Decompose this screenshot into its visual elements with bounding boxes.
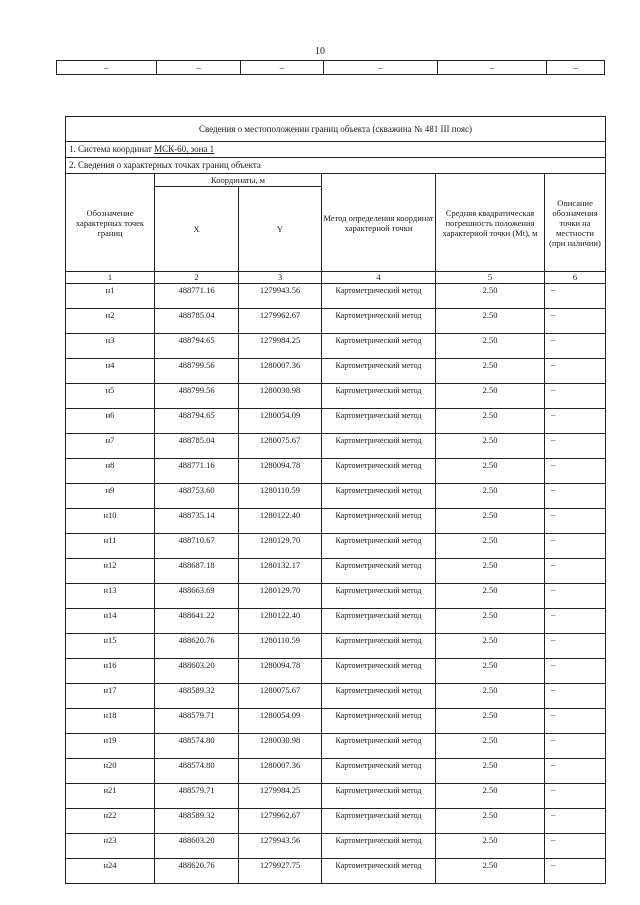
determination-method: Картометрический метод — [322, 409, 436, 434]
point-id: н21 — [66, 784, 155, 809]
table-row — [66, 859, 606, 884]
coordinate-x: 488579.71 — [155, 709, 239, 734]
determination-method: Картометрический метод — [322, 334, 436, 359]
point-description: – — [545, 534, 606, 559]
mean-square-error: 2.50 — [436, 459, 545, 484]
point-description: – — [545, 784, 606, 809]
mean-square-error: 2.50 — [436, 384, 545, 409]
header-coordinates: Координаты, м — [155, 174, 322, 187]
point-id: н22 — [66, 809, 155, 834]
table-cell: – — [438, 61, 547, 75]
coordinate-y: 1280075.67 — [239, 434, 322, 459]
point-id: н4 — [66, 359, 155, 384]
coordinate-x: 488771.16 — [155, 459, 239, 484]
point-description: – — [545, 509, 606, 534]
coordinate-x: 488603.20 — [155, 659, 239, 684]
determination-method: Картометрический метод — [322, 809, 436, 834]
point-id: н3 — [66, 334, 155, 359]
coordinate-y: 1280094.78 — [239, 659, 322, 684]
table-row — [66, 434, 606, 459]
header-x: X — [155, 187, 239, 272]
determination-method: Картометрический метод — [322, 859, 436, 884]
point-description: – — [545, 609, 606, 634]
determination-method: Картометрический метод — [322, 384, 436, 409]
table-row — [66, 384, 606, 409]
coordinate-x: 488589.32 — [155, 684, 239, 709]
mean-square-error: 2.50 — [436, 484, 545, 509]
coordinate-x: 488735.14 — [155, 509, 239, 534]
point-id: н24 — [66, 859, 155, 884]
table-row — [66, 759, 606, 784]
determination-method: Картометрический метод — [322, 659, 436, 684]
table-row — [66, 659, 606, 684]
coordinate-y: 1280129.70 — [239, 534, 322, 559]
table-row — [66, 634, 606, 659]
table-row — [66, 409, 606, 434]
point-description: – — [545, 684, 606, 709]
point-id: н16 — [66, 659, 155, 684]
coordinate-x: 488574.80 — [155, 759, 239, 784]
point-id: н11 — [66, 534, 155, 559]
point-id: н20 — [66, 759, 155, 784]
coordinate-y: 1280075.67 — [239, 684, 322, 709]
coordinate-y: 1280054.09 — [239, 409, 322, 434]
coordinate-x: 488753.60 — [155, 484, 239, 509]
mean-square-error: 2.50 — [436, 409, 545, 434]
coordinate-y: 1280007.36 — [239, 759, 322, 784]
point-description: – — [545, 484, 606, 509]
point-id: н10 — [66, 509, 155, 534]
determination-method: Картометрический метод — [322, 559, 436, 584]
mean-square-error: 2.50 — [436, 509, 545, 534]
page-number: 10 — [315, 46, 325, 57]
point-id: н19 — [66, 734, 155, 759]
determination-method: Картометрический метод — [322, 284, 436, 309]
point-id: н1 — [66, 284, 155, 309]
coordinate-system-label: 1. Система координат — [69, 144, 155, 154]
table-cell: – — [157, 61, 241, 75]
table-row — [66, 609, 606, 634]
coordinate-x: 488641.22 — [155, 609, 239, 634]
mean-square-error: 2.50 — [436, 284, 545, 309]
coordinate-y: 1280030.98 — [239, 384, 322, 409]
coordinate-x: 488579.71 — [155, 784, 239, 809]
determination-method: Картометрический метод — [322, 684, 436, 709]
point-description: – — [545, 759, 606, 784]
point-id: н23 — [66, 834, 155, 859]
point-description: – — [545, 434, 606, 459]
point-id: н7 — [66, 434, 155, 459]
point-description: – — [545, 809, 606, 834]
table-row — [66, 734, 606, 759]
mean-square-error: 2.50 — [436, 809, 545, 834]
coordinate-x: 488574.80 — [155, 734, 239, 759]
point-description: – — [545, 584, 606, 609]
point-description: – — [545, 409, 606, 434]
coordinate-y: 1279943.56 — [239, 834, 322, 859]
point-description: – — [545, 559, 606, 584]
table-row — [66, 809, 606, 834]
determination-method: Картометрический метод — [322, 834, 436, 859]
determination-method: Картометрический метод — [322, 459, 436, 484]
table-row — [66, 309, 606, 334]
coordinate-x: 488710.67 — [155, 534, 239, 559]
column-number: 6 — [545, 272, 606, 284]
determination-method: Картометрический метод — [322, 309, 436, 334]
determination-method: Картометрический метод — [322, 734, 436, 759]
mean-square-error: 2.50 — [436, 309, 545, 334]
coordinate-x: 488663.69 — [155, 584, 239, 609]
coordinate-y: 1279962.67 — [239, 809, 322, 834]
table-cell: – — [57, 61, 157, 75]
header-method: Метод определения координат характерной точки — [322, 174, 436, 272]
column-number: 3 — [239, 272, 322, 284]
table-row — [66, 484, 606, 509]
mean-square-error: 2.50 — [436, 759, 545, 784]
table-row — [66, 684, 606, 709]
mean-square-error: 2.50 — [436, 709, 545, 734]
mean-square-error: 2.50 — [436, 359, 545, 384]
coordinate-y: 1280122.40 — [239, 509, 322, 534]
coordinate-x: 488794.65 — [155, 334, 239, 359]
coordinate-x: 488794.65 — [155, 409, 239, 434]
determination-method: Картометрический метод — [322, 484, 436, 509]
coordinate-x: 488785.04 — [155, 309, 239, 334]
table-row — [66, 284, 606, 309]
point-description: – — [545, 634, 606, 659]
table-cell: – — [547, 61, 605, 75]
determination-method: Картометрический метод — [322, 759, 436, 784]
table-row — [66, 509, 606, 534]
mean-square-error: 2.50 — [436, 859, 545, 884]
determination-method: Картометрический метод — [322, 584, 436, 609]
point-id: н6 — [66, 409, 155, 434]
coordinate-x: 488771.16 — [155, 284, 239, 309]
mean-square-error: 2.50 — [436, 534, 545, 559]
determination-method: Картометрический метод — [322, 709, 436, 734]
coordinate-y: 1280094.78 — [239, 459, 322, 484]
determination-method: Картометрический метод — [322, 434, 436, 459]
point-description: – — [545, 384, 606, 409]
coordinate-y: 1280054.09 — [239, 709, 322, 734]
mean-square-error: 2.50 — [436, 834, 545, 859]
header-error: Средняя квадратическая погрешность положения характерной точки (Mt), м — [436, 174, 545, 272]
point-id: н15 — [66, 634, 155, 659]
section-heading: 2. Сведения о характерных точках границ объекта — [66, 158, 606, 174]
determination-method: Картометрический метод — [322, 509, 436, 534]
point-description: – — [545, 284, 606, 309]
table-row — [66, 709, 606, 734]
previous-table-end — [56, 60, 605, 75]
mean-square-error: 2.50 — [436, 659, 545, 684]
coordinate-x: 488799.56 — [155, 384, 239, 409]
point-description: – — [545, 734, 606, 759]
coordinate-x: 488620.76 — [155, 634, 239, 659]
table-row — [66, 334, 606, 359]
point-id: н17 — [66, 684, 155, 709]
mean-square-error: 2.50 — [436, 434, 545, 459]
coordinate-y: 1280030.98 — [239, 734, 322, 759]
table-row — [66, 459, 606, 484]
point-id: н5 — [66, 384, 155, 409]
coordinate-x: 488620.76 — [155, 859, 239, 884]
coordinate-y: 1279927.75 — [239, 859, 322, 884]
header-point-id: Обозначение характерных точек границ — [66, 174, 155, 272]
mean-square-error: 2.50 — [436, 334, 545, 359]
point-id: н8 — [66, 459, 155, 484]
point-description: – — [545, 834, 606, 859]
point-id: н13 — [66, 584, 155, 609]
point-description: – — [545, 709, 606, 734]
determination-method: Картометрический метод — [322, 634, 436, 659]
table-body — [66, 284, 606, 884]
coordinate-x: 488799.56 — [155, 359, 239, 384]
table-row — [66, 584, 606, 609]
header-description: Описание обозначения точки на местности (при наличии) — [545, 174, 606, 272]
coordinate-y: 1280007.36 — [239, 359, 322, 384]
mean-square-error: 2.50 — [436, 584, 545, 609]
column-number: 1 — [66, 272, 155, 284]
column-number: 2 — [155, 272, 239, 284]
table-cell: – — [324, 61, 438, 75]
point-description: – — [545, 334, 606, 359]
point-description: – — [545, 459, 606, 484]
table-title: Сведения о местоположении границ объекта (скважина № 481 III пояс) — [66, 117, 606, 142]
point-id: н18 — [66, 709, 155, 734]
coordinate-x: 488589.32 — [155, 809, 239, 834]
table-cell: – — [241, 61, 324, 75]
point-id: н14 — [66, 609, 155, 634]
coordinate-x: 488603.20 — [155, 834, 239, 859]
coordinate-x: 488785.04 — [155, 434, 239, 459]
coordinate-y: 1280132.17 — [239, 559, 322, 584]
table-row — [66, 834, 606, 859]
mean-square-error: 2.50 — [436, 609, 545, 634]
coordinate-y: 1280129.70 — [239, 584, 322, 609]
determination-method: Картометрический метод — [322, 359, 436, 384]
mean-square-error: 2.50 — [436, 559, 545, 584]
table-row — [57, 61, 605, 75]
point-description: – — [545, 659, 606, 684]
determination-method: Картометрический метод — [322, 534, 436, 559]
mean-square-error: 2.50 — [436, 634, 545, 659]
coordinate-y: 1279984.25 — [239, 334, 322, 359]
point-description: – — [545, 309, 606, 334]
coordinate-y: 1280110.59 — [239, 484, 322, 509]
column-number: 4 — [322, 272, 436, 284]
coordinate-y: 1280122.40 — [239, 609, 322, 634]
coordinate-y: 1279943.56 — [239, 284, 322, 309]
table-row — [66, 559, 606, 584]
mean-square-error: 2.50 — [436, 734, 545, 759]
boundary-points-table — [65, 116, 606, 884]
table-row — [66, 784, 606, 809]
mean-square-error: 2.50 — [436, 684, 545, 709]
table-row — [66, 534, 606, 559]
coordinate-y: 1280110.59 — [239, 634, 322, 659]
coordinate-x: 488687.18 — [155, 559, 239, 584]
determination-method: Картометрический метод — [322, 609, 436, 634]
point-description: – — [545, 359, 606, 384]
table-row — [66, 359, 606, 384]
coordinate-system-value: МСК-60, зона 1 — [154, 144, 215, 154]
point-id: н9 — [66, 484, 155, 509]
point-id: н12 — [66, 559, 155, 584]
coordinate-y: 1279962.67 — [239, 309, 322, 334]
determination-method: Картометрический метод — [322, 784, 436, 809]
coordinate-system — [66, 142, 606, 158]
coordinate-y: 1279984.25 — [239, 784, 322, 809]
mean-square-error: 2.50 — [436, 784, 545, 809]
point-id: н2 — [66, 309, 155, 334]
point-description: – — [545, 859, 606, 884]
header-y: Y — [239, 187, 322, 272]
column-number: 5 — [436, 272, 545, 284]
